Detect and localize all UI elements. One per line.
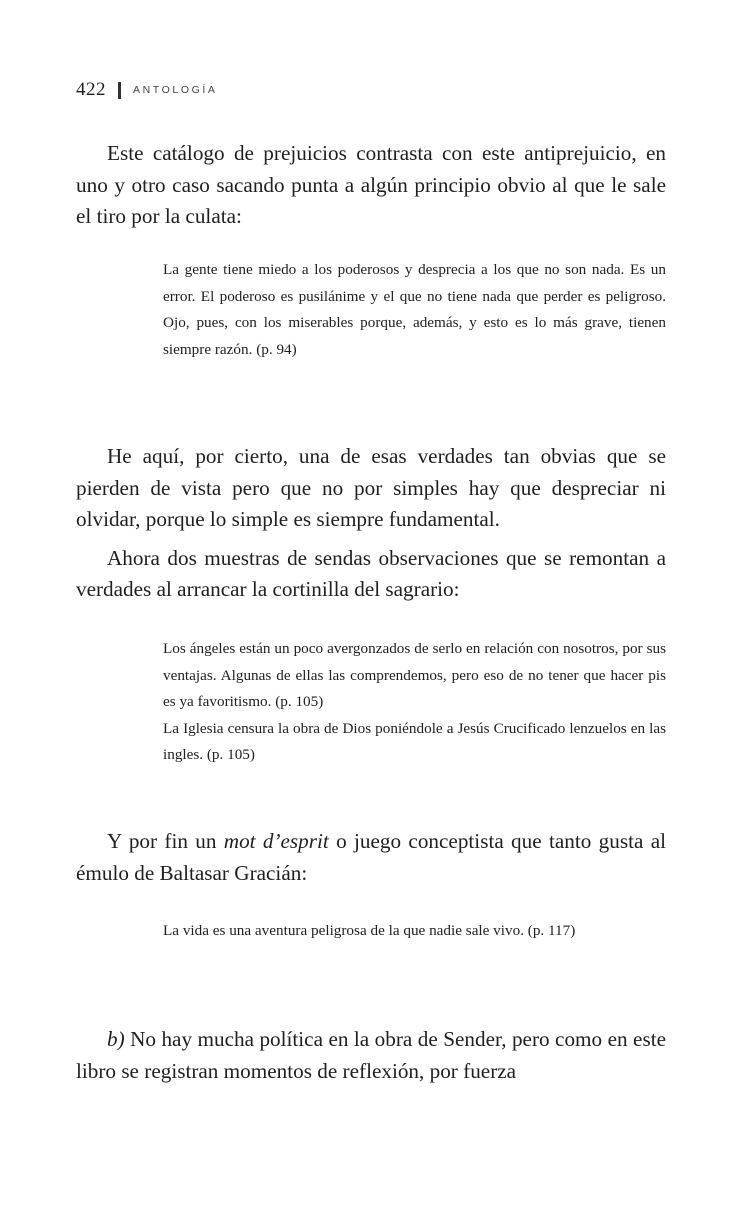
paragraph-he-aqui: He aquí, por cierto, una de esas verdades tan obvias que se pierden de vista pero que no por simples hay que despreciar ni olvidar, porque lo simple es siempre fundamental.: [76, 444, 666, 531]
paragraph-mot-desprit: [76, 826, 666, 889]
paragraph-politica: [76, 1024, 666, 1087]
quote-block-3: [163, 918, 666, 945]
quote-poderosos: La gente tiene miedo a los poderosos y desprecia a los que no son nada. Es un error. El poderoso es pusilánime y el que no tiene nada que perder es peligroso. Ojo, pues, con los miserables porque, además, y esto es lo más grave, tienen siempre razón. (p. 94): [163, 261, 666, 358]
politica-text: No hay mucha política en la obra de Sender, pero como en este libro se registran momentos de reflexión, por fuerza: [76, 1027, 666, 1083]
quote-block-1: [163, 257, 666, 363]
body-block-3: [76, 826, 666, 889]
body-block-4: [76, 1024, 666, 1087]
mot-desprit-rest: o juego conceptista que tanto gusta al émulo de Baltasar Gracián:: [76, 829, 666, 885]
body-block-1: [76, 138, 666, 233]
header-divider: [118, 82, 121, 99]
page-header: [76, 78, 217, 102]
mot-desprit-lead: Y por fin un: [107, 829, 224, 853]
quote-angeles: Los ángeles están un poco avergonzados de serlo en relación con nosotros, por sus ventajas. Algunas de ellas las comprendemos, pero eso de no tener que hacer pis es ya favoritismo. (p. 105): [163, 640, 666, 710]
quote-block-2: [163, 636, 666, 769]
paragraph-ahora: Ahora dos muestras de sendas observaciones que se remontan a verdades al arrancar la cortinilla del sagrario:: [76, 545, 666, 601]
paragraph-catalogo: Este catálogo de prejuicios contrasta con este antiprejuicio, en uno y otro caso sacando punta a algún principio obvio al que le sale el tiro por la culata:: [76, 141, 666, 228]
body-block-2: [76, 441, 666, 606]
section-label-b: b): [107, 1027, 125, 1051]
quote-iglesia: La Iglesia censura la obra de Dios poniéndole a Jesús Crucificado lenzuelos en las ingles. (p. 105): [163, 719, 666, 763]
mot-desprit-italic: mot d’esprit: [223, 829, 329, 853]
quote-vida: La vida es una aventura peligrosa de la que nadie sale vivo. (p. 117): [163, 922, 576, 939]
page-number: 422: [76, 79, 106, 100]
running-head: ANTOLOGÍA: [133, 84, 218, 96]
